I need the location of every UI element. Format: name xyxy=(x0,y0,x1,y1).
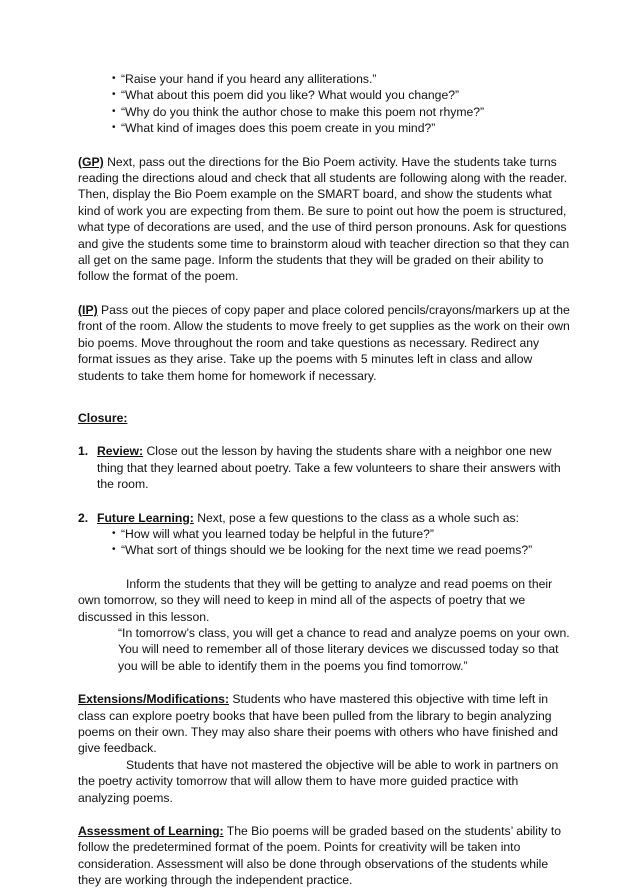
extensions-paragraph-2: Students that have not mastered the objective will be able to work in partners on the poetry activity tomorrow that will allow them to have more guided practice with analyzing poems. xyxy=(78,757,559,805)
list-item: • “What kind of images does this poem create in you mind?” xyxy=(78,120,572,136)
future-label: Future Learning: xyxy=(97,510,194,525)
list-item: • “What about this poem did you like? What would you change?” xyxy=(78,87,572,103)
review-text: Close out the lesson by having the students share with a neighbor one new thing that they learned about poetry. Take a few volunteers to share their answers with the room. xyxy=(97,444,561,492)
ip-text: Pass out the pieces of copy paper and place colored pencils/crayons/markers up at the front of the room. Allow the students to move freely to get supplies as the work on their own bio poems. Move throughout the room and take questions as necessary. Redirect any format issues as they arise. Take up the poems with 5 minutes left in class and allow students to take them home for homework if necessary. xyxy=(78,302,570,383)
extensions-label: Extensions/Modifications: xyxy=(78,692,230,707)
assessment-paragraph xyxy=(78,823,572,889)
review-number: 1. xyxy=(78,444,89,459)
extensions-text: Students who have mastered this objective with time left in class can explore poetry books that have been pulled from the library to begin analyzing poems on their own. They may also share their poems with others who have finished and give feedback. xyxy=(78,692,559,756)
future-questions-list xyxy=(78,526,572,559)
future-learning-item xyxy=(78,510,572,526)
list-item: • “How will what you learned today be helpful in the future?” xyxy=(78,526,572,542)
list-item: • “Raise your hand if you heard any alliterations.” xyxy=(78,71,572,87)
future-number: 2. xyxy=(78,510,89,525)
independent-practice-paragraph xyxy=(78,302,572,384)
inform-paragraph: Inform the students that they will be getting to analyze and read poems on their own tomorrow, so they will need to keep in mind all of the aspects of poetry that we discussed in this lesson. xyxy=(78,576,553,624)
list-item: • “Why do you think the author chose to make this poem not rhyme?” xyxy=(78,104,572,120)
assessment-text: The Bio poems will be graded based on the students’ ability to follow the predetermined format of the poem. Points for creativity will be taken into consideration. Assessment will also be done through observations of the students while they are working through the independent practice. xyxy=(78,824,562,888)
assessment-label: Assessment of Learning: xyxy=(78,824,224,839)
ip-label: (IP) xyxy=(78,302,98,317)
gp-label: (GP) xyxy=(78,154,104,169)
future-text: Next, pose a few questions to the class as a whole such as: xyxy=(193,510,520,525)
review-label: Review: xyxy=(97,444,144,459)
review-item xyxy=(78,443,572,492)
closure-heading: Closure: xyxy=(78,410,128,425)
teacher-quote: “In tomorrow’s class, you will get a chance to read and analyze poems on your own. You will need to remember all of those literary devices we discussed today so that you will be able to identify them in the poems you find tomorrow.” xyxy=(118,625,570,673)
guided-practice-paragraph xyxy=(78,154,572,285)
list-item: • “What sort of things should we be looking for the next time we read poems?” xyxy=(78,542,572,558)
gp-text: Next, pass out the directions for the Bio Poem activity. Have the students take turns reading the directions aloud and check that all students are following along with the reader. Then, display the Bio Poem example on the SMART board, and show the students what kind of work you are expecting from them. Be sure to point out how the poem is structured, what type of decorations are used, and the use of third person pronouns. Ask for questions and give the students some time to brainstorm aloud with teacher direction so that they can all get on the same page. Inform the students that they will be graded on their ability to follow the format of the poem. xyxy=(78,154,570,284)
document-content xyxy=(78,71,572,889)
discussion-questions-list xyxy=(78,71,572,137)
extensions-paragraph xyxy=(78,691,572,757)
